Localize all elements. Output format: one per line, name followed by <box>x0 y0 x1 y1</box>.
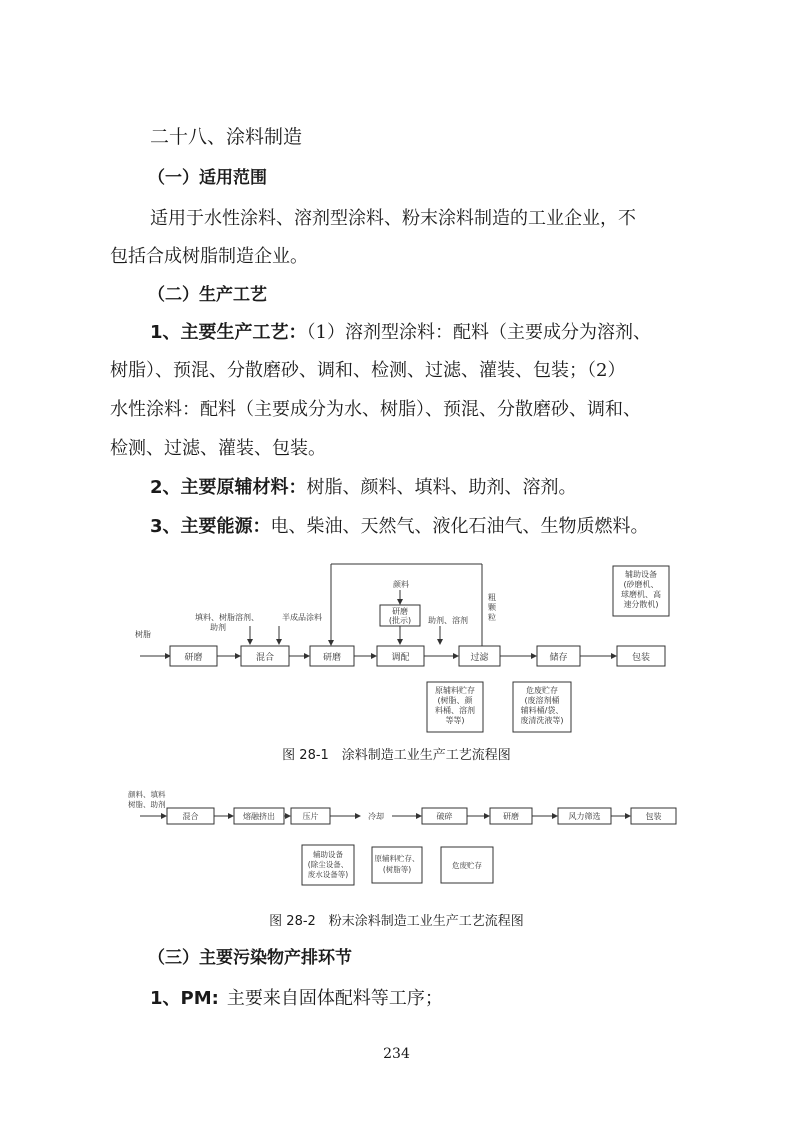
fig1-step-pack-label: 包装 <box>631 653 651 663</box>
figure-28-2 <box>0 785 793 905</box>
fig1-step-grind1-label: 研磨 <box>184 653 203 663</box>
fig1-waste-line3: 辅料桶/袋、 <box>520 706 564 715</box>
fig1-raw-line3: 料桶、溶剂 <box>435 706 475 715</box>
fig2-step-grind-label: 研磨 <box>503 812 519 821</box>
process-item1-line2: 树脂）、预混、分散磨砂、调和、检测、过滤、灌装、包装；（2） <box>110 360 626 381</box>
fig1-aux-line3: 球磨机、高 <box>621 590 661 599</box>
fig2-step-press-label: 压片 <box>302 812 319 821</box>
figure-28-1-caption: 图 28-1 涂料制造工业生产工艺流程图 <box>282 748 511 763</box>
fig1-step-mix-label: 混合 <box>255 653 275 663</box>
process-item3 <box>150 518 649 536</box>
process-item2-label: 2、主要原辅材料： <box>150 477 307 498</box>
process-item1-text: （1）溶剂型涂料：配料（主要成分为溶剂、 <box>306 322 651 343</box>
heading-scope: （一）适用范围 <box>148 168 267 188</box>
process-item1-line3: 水性涂料：配料（主要成分为水、树脂）、预混、分散磨砂、调和、 <box>110 399 641 420</box>
fig1-waste-line1: 危废贮存 <box>526 686 558 695</box>
fig2-raw-line1: 原辅料贮存、 <box>374 854 420 863</box>
paragraph-scope-line2: 包括合成树脂制造企业。 <box>110 246 308 267</box>
fig2-input-line2: 树脂、助剂 <box>128 800 166 809</box>
fig1-aux-line1: 辅助设备 <box>625 570 657 579</box>
fig1-input-fill-line1: 填料、树脂溶剂、 <box>195 613 259 622</box>
fig2-step-pack-label: 包装 <box>645 812 662 821</box>
fig1-step-store-label: 储存 <box>549 653 568 663</box>
figure-28-2-caption: 图 28-2 粉末涂料制造工业生产工艺流程图 <box>269 914 524 929</box>
fig2-waste-label: 危废贮存 <box>452 861 482 870</box>
process-item3-label: 3、主要能源： <box>150 516 271 537</box>
fig1-input-semi: 半成品涂料 <box>282 613 322 622</box>
fig1-waste-line4: 废清洗液等) <box>520 716 564 725</box>
fig2-input-line1: 颜料、填料 <box>128 790 166 799</box>
fig2-aux-line2: (除尘设备、 <box>307 860 349 869</box>
fig1-input-pigment: 颜料 <box>393 580 409 589</box>
fig1-aux-line4: 速分散机) <box>623 600 659 609</box>
fig1-grind-inspect-line1: 研磨 <box>392 607 408 616</box>
fig1-step-blend-label: 调配 <box>391 653 410 663</box>
fig1-aux-line2: (砂磨机、 <box>623 580 659 589</box>
section-title: 二十八、涂料制造 <box>150 126 303 148</box>
process-item1-label: 1、主要生产工艺： <box>150 322 307 343</box>
fig1-raw-line1: 原辅料贮存 <box>435 686 475 695</box>
process-item2-text: 树脂、颜料、填料、助剂、溶剂。 <box>306 477 577 498</box>
fig2-step-extrude-label: 熔融挤出 <box>243 812 275 821</box>
fig2-step-cool-label: 冷却 <box>368 812 384 821</box>
process-item2 <box>150 479 577 497</box>
fig2-step-crush-label: 破碎 <box>436 812 453 821</box>
fig1-coarse-line2: 颗 <box>488 603 496 612</box>
heading-process: （二）生产工艺 <box>148 285 267 305</box>
fig1-input-resin: 树脂 <box>135 630 151 639</box>
pollutant-item1-label: 1、PM: <box>150 988 219 1009</box>
fig2-raw-line2: (树脂等) <box>382 865 412 874</box>
process-item1-line1 <box>150 324 651 342</box>
pollutant-item1 <box>150 990 443 1008</box>
fig1-grind-inspect-line2: (批示) <box>388 616 412 625</box>
fig1-coarse-line1: 粗 <box>488 593 496 602</box>
fig1-raw-line2: (树脂、颜 <box>437 696 473 705</box>
heading-pollutants: （三）主要污染物产排环节 <box>148 948 352 968</box>
fig2-aux-line1: 辅助设备 <box>313 850 343 859</box>
page-number: 234 <box>383 1046 410 1062</box>
process-item3-text: 电、柴油、天然气、液化石油气、生物质燃料。 <box>270 516 649 537</box>
pollutant-item1-text: 主要来自固体配料等工序； <box>226 988 443 1009</box>
fig1-step-filter-label: 过滤 <box>470 653 489 663</box>
process-item1-line4: 检测、过滤、灌装、包装。 <box>110 438 326 459</box>
fig1-step-grind2-label: 研磨 <box>322 653 342 663</box>
fig1-raw-line4: 等等) <box>445 716 465 725</box>
fig1-input-fill-line2: 助剂 <box>210 623 226 632</box>
fig1-coarse-line3: 粒 <box>488 613 496 622</box>
figure-28-1 <box>0 550 793 750</box>
paragraph-scope-line1: 适用于水性涂料、溶剂型涂料、粉末涂料制造的工业企业，不 <box>150 208 636 229</box>
fig2-step-sieve-label: 风力筛选 <box>568 812 601 821</box>
fig1-additive-label: 助剂、溶剂 <box>428 616 468 625</box>
fig2-step-mix-label: 混合 <box>182 812 199 821</box>
fig2-aux-line3: 废水设备等) <box>307 870 349 879</box>
fig1-waste-line2: (废溶剂桶 <box>524 696 560 705</box>
